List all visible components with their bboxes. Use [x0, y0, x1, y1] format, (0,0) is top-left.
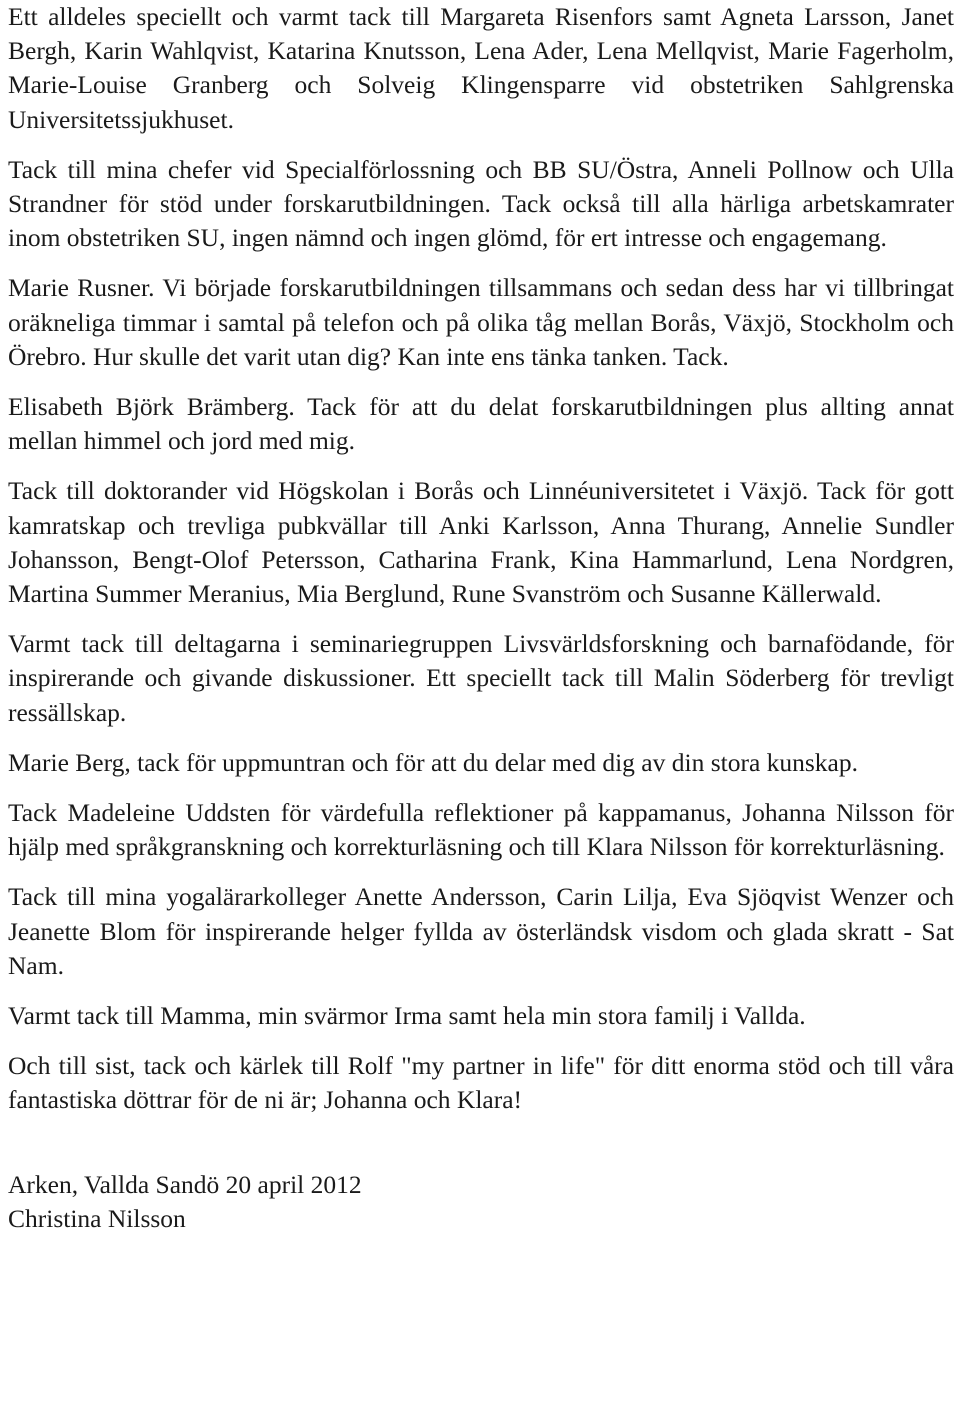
signoff-author: Christina Nilsson	[8, 1203, 186, 1233]
paragraph-8: Tack Madeleine Uddsten för värdefulla reflektioner på kappamanus, Johanna Nilsson för hjälp med språkgranskning och korrekturläsning och till Klara Nilsson för korrekturläsning.	[8, 798, 954, 862]
paragraph-2: Tack till mina chefer vid Specialförlossning och BB SU/Östra, Anneli Pollnow och Ulla Strandner för stöd under forskarutbildningen. Tack också till alla härliga arbetskamrater inom obstetriken SU, ingen nämnd och ingen glömd, för ert intresse och engagemang.	[8, 154, 954, 253]
paragraph-11: Och till sist, tack och kärlek till Rolf "my partner in life" för ditt enorma stöd och till våra fantastiska döttrar för de ni är; Johanna och Klara!	[8, 1051, 954, 1115]
signoff-spacer	[8, 1134, 954, 1168]
paragraph-9: Tack till mina yogalärarkolleger Anette Andersson, Carin Lilja, Eva Sjöqvist Wenzer och Jeanette Blom för inspirerande helger fyllda av österländsk visdom och glada skratt - Sat Nam.	[8, 882, 954, 980]
signoff	[8, 1168, 954, 1236]
document-page	[8, 0, 954, 1236]
paragraph-10: Varmt tack till Mamma, min svärmor Irma samt hela min stora familj i Vallda.	[8, 1001, 806, 1031]
paragraph-4: Elisabeth Björk Brämberg. Tack för att du delat forskarutbildningen plus allting annat mellan himmel och jord med mig.	[8, 392, 954, 456]
paragraph-3: Marie Rusner. Vi började forskarutbildningen tillsammans och sedan dess har vi tillbringat oräkneliga timmar i samtal på telefon och på olika tåg mellan Borås, Växjö, Stockholm och Örebro. Hur skulle det varit utan dig? Kan inte ens tänka tanken. Tack.	[8, 273, 954, 371]
paragraph-1: Ett alldeles speciellt och varmt tack till Margareta Risenfors samt Agneta Larsson, Janet Bergh, Karin Wahlqvist, Katarina Knutsson, Lena Ader, Lena Mellqvist, Marie Fagerholm, Marie-Louise Granberg och Solveig Klingensparre vid obstetriken Sahlgrenska Universitetssjukhuset.	[8, 2, 954, 134]
paragraph-5: Tack till doktorander vid Högskolan i Borås och Linnéuniversitetet i Växjö. Tack för gott kamratskap och trevliga pubkvällar till Anki Karlsson, Anna Thurang, Annelie Sundler Johansson, Bengt-Olof Petersson, Catharina Frank, Kina Hammarlund, Lena Nordgren, Martina Summer Meranius, Mia Berglund, Rune Svanström och Susanne Källerwald.	[8, 476, 954, 609]
paragraph-7: Marie Berg, tack för uppmuntran och för att du delar med dig av din stora kunskap.	[8, 747, 859, 777]
paragraph-6: Varmt tack till deltagarna i seminariegruppen Livsvärldsforskning och barnafödande, för inspirerande och givande diskussioner. Ett speciellt tack till Malin Söderberg för trevligt ressällskap.	[8, 629, 954, 727]
signoff-place-date: Arken, Vallda Sandö 20 april 2012	[8, 1169, 362, 1199]
